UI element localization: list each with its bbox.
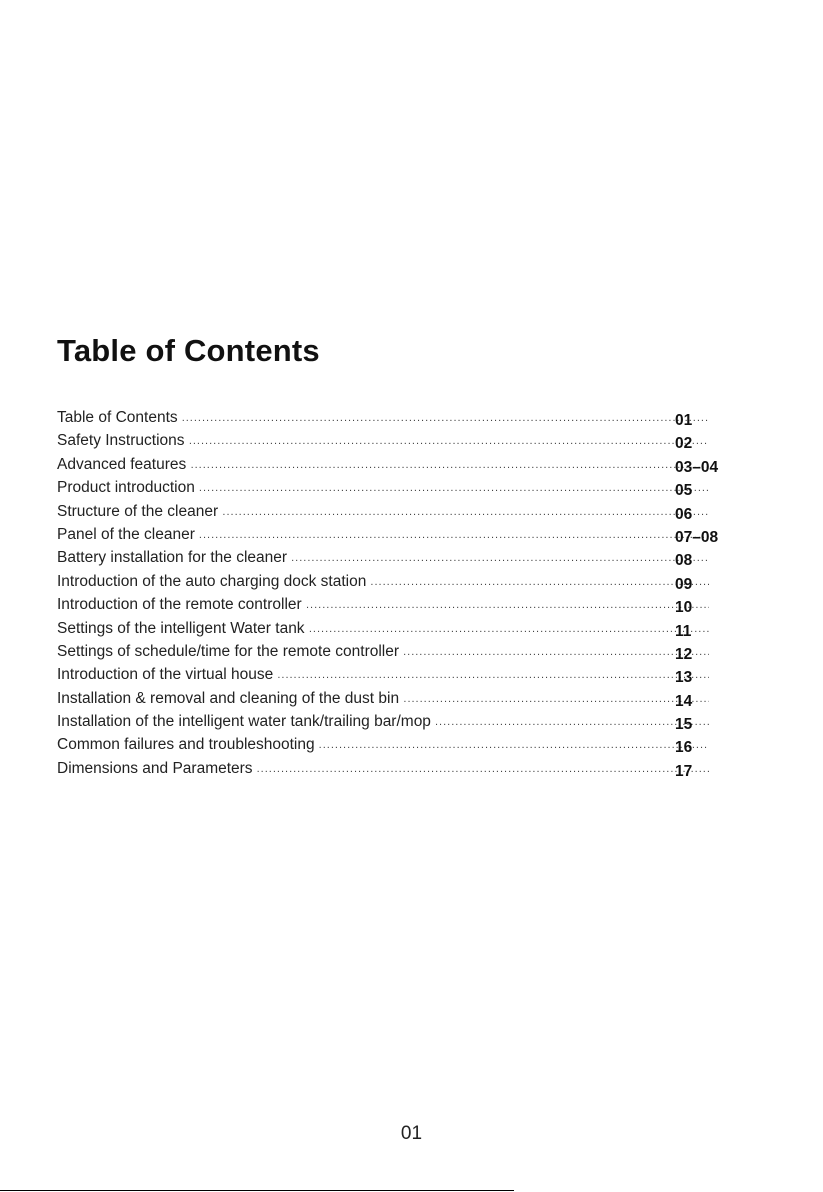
toc-entry[interactable] — [57, 733, 757, 756]
toc-entry[interactable] — [57, 523, 757, 546]
toc-entry-page: 02 — [675, 435, 693, 453]
toc-entry-label: Advanced features ..... — [57, 453, 709, 477]
toc-entry-page: 12 — [675, 645, 693, 663]
toc-entry[interactable] — [57, 406, 757, 429]
toc-entry-page: 09 — [675, 575, 693, 593]
bottom-divider — [0, 1190, 514, 1191]
toc-entry[interactable] — [57, 687, 757, 710]
toc-entry-label: Installation & removal and cleaning of the dust bin ..... — [57, 687, 709, 711]
toc-entry[interactable] — [57, 663, 757, 686]
toc-entry-page: 05 — [675, 482, 693, 500]
toc-entry-label: Installation of the intelligent water tank/trailing bar/mop ..... — [57, 710, 709, 734]
toc-entry-label: Settings of the intelligent Water tank ..... — [57, 617, 709, 641]
toc-entry[interactable] — [57, 546, 757, 569]
toc-entry-label: Introduction of the remote controller ..... — [57, 593, 709, 617]
toc-entry[interactable] — [57, 710, 757, 733]
toc-entry-label: Common failures and troubleshooting ..... — [57, 733, 709, 757]
toc-entry-label: Panel of the cleaner ..... — [57, 523, 709, 547]
toc-entry-page: 17 — [675, 762, 693, 780]
toc-entry[interactable] — [57, 757, 757, 780]
toc-entry-page: 10 — [675, 599, 693, 617]
toc-entry[interactable] — [57, 453, 757, 476]
toc-entry[interactable] — [57, 593, 757, 616]
toc-entry[interactable] — [57, 617, 757, 640]
toc-entry[interactable] — [57, 640, 757, 663]
toc-entry-label: Settings of schedule/time for the remote controller ..... — [57, 640, 709, 664]
toc-entry-label: Table of Contents ..... — [57, 406, 709, 430]
page-number: 01 — [400, 1123, 423, 1144]
toc-entry-label: Dimensions and Parameters ..... — [57, 757, 709, 781]
toc-entry-page: 03–04 — [675, 458, 719, 476]
toc-entry-page: 01 — [675, 412, 693, 429]
toc-entry-page: 14 — [675, 692, 693, 710]
toc-entry-page: 13 — [675, 669, 693, 687]
toc-entry[interactable] — [57, 570, 757, 593]
toc-entry[interactable] — [57, 476, 757, 499]
toc-entry-page: 06 — [675, 505, 693, 523]
toc-entry-label: Introduction of the auto charging dock station ..... — [57, 570, 709, 594]
toc-entry-page: 16 — [675, 739, 693, 757]
toc-entry[interactable] — [57, 500, 757, 523]
page-title: Table of Contents — [57, 333, 320, 368]
toc-entry-label: Introduction of the virtual house ..... — [57, 663, 709, 687]
toc-entry[interactable] — [57, 429, 757, 452]
toc-entry-label: Battery installation for the cleaner ..... — [57, 546, 709, 570]
table-of-contents — [57, 406, 757, 780]
toc-entry-label: Safety Instructions ..... — [57, 429, 709, 453]
toc-entry-page: 08 — [675, 552, 693, 570]
toc-entry-page: 07–08 — [675, 528, 719, 546]
toc-entry-label: Structure of the cleaner ..... — [57, 500, 709, 524]
toc-entry-page: 11 — [675, 622, 692, 640]
toc-entry-page: 15 — [675, 716, 693, 734]
toc-entry-label: Product introduction ..... — [57, 476, 709, 500]
